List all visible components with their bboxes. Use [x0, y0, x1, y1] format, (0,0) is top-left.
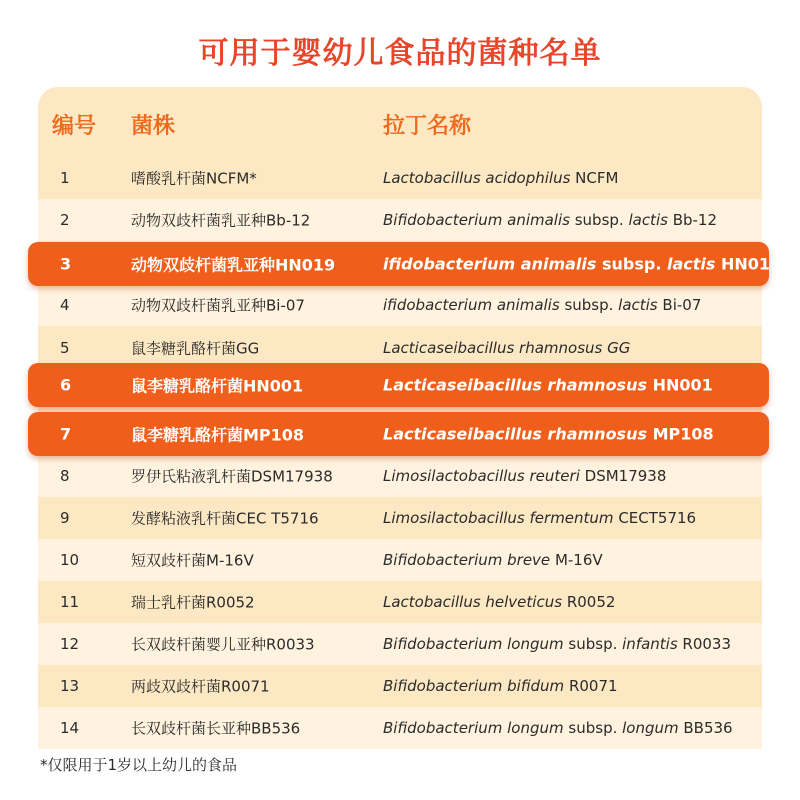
- latin-name-suffix: M-16V: [550, 551, 603, 569]
- table-panel: [38, 87, 762, 739]
- row-number: 14: [60, 719, 80, 737]
- latin-name-suffix: subsp.: [559, 296, 619, 314]
- latin-name-italic: Limosilactobacillus reuteri: [383, 467, 580, 485]
- strain-name: 发酵粘液乳杆菌CEC T5716: [131, 509, 319, 528]
- table-header: [38, 87, 762, 157]
- latin-name-suffix: subsp.: [569, 211, 629, 229]
- page-title: 可用于婴幼儿食品的菌种名单: [198, 36, 602, 71]
- row-number: 12: [60, 635, 80, 653]
- latin-name-italic: longum: [622, 719, 679, 737]
- strain-name: 动物双歧杆菌乳亚种HN019: [131, 255, 336, 275]
- latin-name-italic: Bifidobacterium longum: [383, 719, 564, 737]
- latin-name-italic: infantis: [622, 635, 678, 653]
- latin-name-suffix: DSM17938: [579, 467, 667, 485]
- header-number: 编号: [52, 114, 97, 139]
- latin-name-italic: Bifidobacterium breve: [383, 551, 551, 569]
- latin-name-suffix: Bb-12: [667, 211, 718, 229]
- latin-name-suffix: R0071: [564, 677, 618, 695]
- row-number: 1: [60, 169, 70, 187]
- latin-name-italic: Lacticaseibacillus rhamnosus: [383, 375, 647, 395]
- latin-name-italic: Bifidobacterium bifidum: [383, 677, 565, 695]
- latin-name-italic: Bifidobacterium longum: [383, 635, 564, 653]
- strain-name: 瑞士乳杆菌R0052: [131, 593, 255, 612]
- latin-name-suffix: R0052: [562, 593, 616, 611]
- latin-name-italic: ifidobacterium animalis: [383, 254, 597, 274]
- latin-name-italic: ifidobacterium animalis: [383, 296, 560, 314]
- latin-name-italic: lactis: [628, 211, 668, 229]
- row-number: 2: [60, 211, 70, 229]
- strain-name: 鼠李糖乳酪杆菌GG: [131, 339, 260, 358]
- row-number: 5: [60, 339, 70, 357]
- strain-name: 两歧双歧杆菌R0071: [131, 677, 270, 696]
- row-number: 13: [60, 677, 80, 695]
- row-number: 9: [60, 509, 70, 527]
- latin-name-suffix: HN001: [647, 375, 713, 395]
- strain-name: 鼠李糖乳酪杆菌MP108: [131, 425, 305, 445]
- latin-name-suffix: BB536: [678, 719, 733, 737]
- row-number: 3: [60, 254, 72, 274]
- strain-name: 罗伊氏粘液乳杆菌DSM17938: [131, 467, 333, 486]
- latin-name-suffix: R0033: [677, 635, 732, 653]
- latin-name-italic: Limosilactobacillus fermentum: [383, 509, 614, 527]
- latin-name-suffix: HN019: [715, 254, 782, 274]
- row-number: 4: [60, 296, 70, 314]
- latin-name-italic: lactis: [666, 254, 716, 274]
- latin-name-suffix: subsp.: [563, 635, 623, 653]
- strain-name: 动物双歧杆菌乳亚种Bi-07: [131, 296, 305, 315]
- latin-name-italic: Lactobacillus helveticus: [383, 593, 563, 611]
- strain-name: 动物双歧杆菌乳亚种Bb-12: [131, 211, 311, 230]
- row-number: 7: [60, 424, 72, 444]
- latin-name-italic: Lactobacillus acidophilus: [383, 169, 571, 187]
- latin-name-italic: lactis: [618, 296, 658, 314]
- latin-name-italic: Bifidobacterium animalis: [383, 211, 570, 229]
- latin-name-suffix: subsp.: [563, 719, 623, 737]
- header-strain: 菌株: [131, 114, 176, 139]
- latin-name-italic: Lacticaseibacillus rhamnosus GG: [383, 339, 631, 357]
- latin-name-italic: Lacticaseibacillus rhamnosus: [383, 424, 647, 444]
- row-number: 6: [60, 375, 72, 395]
- strain-name: 长双歧杆菌婴儿亚种R0033: [131, 635, 315, 654]
- strain-name: 嗜酸乳杆菌NCFM*: [131, 169, 257, 188]
- strain-name: 长双歧杆菌长亚种BB536: [131, 719, 301, 738]
- latin-name-suffix: subsp.: [596, 254, 667, 274]
- row-number: 8: [60, 467, 70, 485]
- header-latin-name: 拉丁名称: [383, 114, 472, 139]
- strain-name: 鼠李糖乳酪杆菌HN001: [131, 376, 304, 396]
- latin-name-suffix: MP108: [647, 424, 714, 444]
- row-number: 11: [60, 593, 80, 611]
- footnote: *仅限用于1岁以上幼儿的食品: [40, 756, 238, 774]
- strain-name: 短双歧杆菌M-16V: [131, 551, 254, 570]
- latin-name-suffix: CECT5716: [613, 509, 697, 527]
- latin-name-suffix: NCFM: [570, 169, 619, 187]
- latin-name-suffix: Bi-07: [657, 296, 702, 314]
- row-number: 10: [60, 551, 80, 569]
